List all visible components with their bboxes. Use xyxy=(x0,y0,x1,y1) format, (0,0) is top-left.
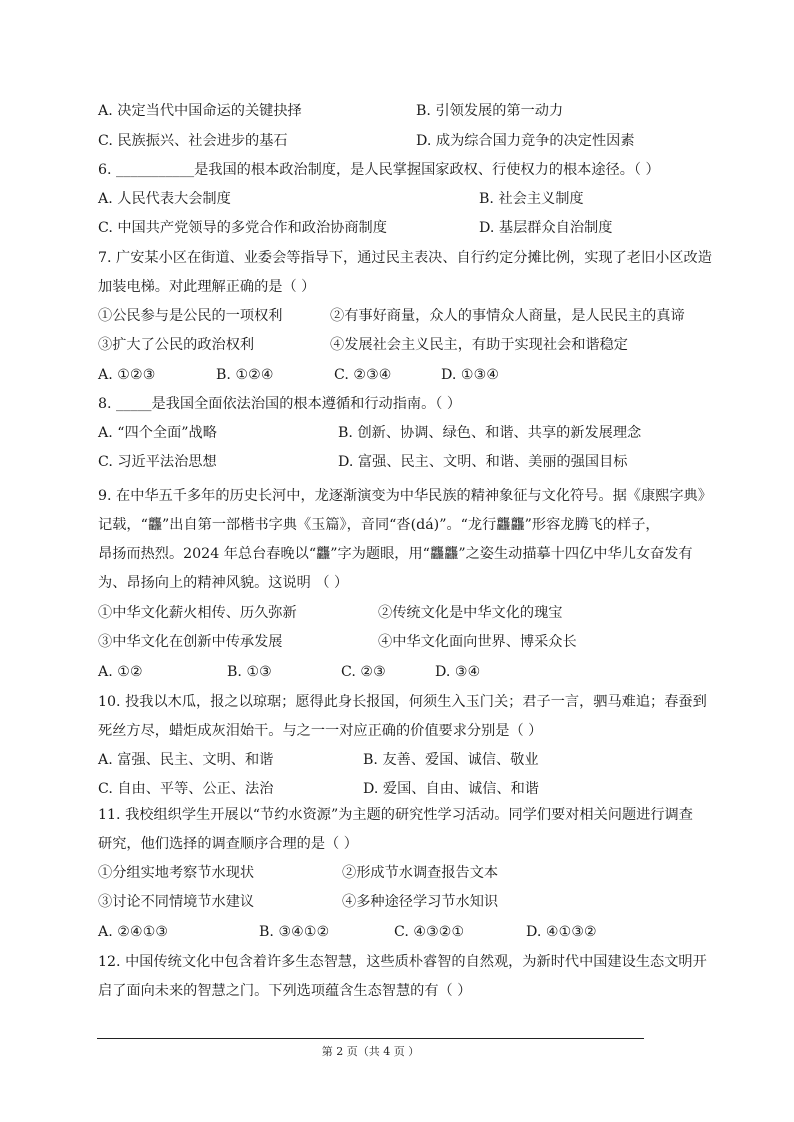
q9-stem-line-4: 为、昂扬向上的精神风貌。这说明 （ ） xyxy=(98,575,349,591)
page-number: 第 2 页（共 4 页 ） xyxy=(321,1045,420,1058)
q11-stem-line-1: 11. 我校组织学生开展以“节约水资源”为主题的研究性学习活动。同学们要对相关问题进行调查 xyxy=(98,807,693,823)
q10-stem-line-2: 死丝方尽，蜡炬成灰泪始干。与之一一对应正确的价值要求分别是（ ） xyxy=(98,723,543,739)
q11-stem-line-2: 研究，他们选择的调查顺序合理的是（ ） xyxy=(98,836,358,852)
q11-option-b: B. ③④①② xyxy=(259,924,330,940)
q5-option-c: C. 民族振兴、社会进步的基石 xyxy=(98,133,288,149)
q10-option-b: B. 友善、爱国、诚信、敬业 xyxy=(363,752,539,768)
q7-option-a: A. ①②③ xyxy=(98,367,156,383)
q7-statement-4: ④发展社会主义民主，有助于实现社会和谐稳定 xyxy=(330,337,628,353)
q7-statement-1: ①公民参与是公民的一项权利 xyxy=(98,308,283,324)
q10-option-c: C. 自由、平等、公正、法治 xyxy=(98,781,274,797)
q12-stem-line-2: 启了面向未来的智慧之门。下列选项蕴含生态智慧的有（ ） xyxy=(98,983,472,999)
q9-option-c: C. ②③ xyxy=(341,664,386,680)
q8-option-d: D. 富强、民主、文明、和谐、美丽的强国目标 xyxy=(338,454,628,470)
q9-stem-line-2: 记载，“龘”出自第一部楷书字典《玉篇》，音同“沓(dá)”。“龙行龘龘”形容龙腾飞的样子， xyxy=(98,517,660,533)
q11-option-c: C. ④③②① xyxy=(394,924,465,940)
q8-stem: 8. _____是我国全面依法治国的根本遵循和行动指南。（ ） xyxy=(98,396,462,412)
q5-option-b: B. 引领发展的第一动力 xyxy=(416,103,564,119)
q6-option-d: D. 基层群众自治制度 xyxy=(479,220,613,236)
q11-statement-4: ④多种途径学习节水知识 xyxy=(342,894,499,910)
q7-statement-2: ②有事好商量，众人的事情众人商量，是人民民主的真谛 xyxy=(330,308,685,324)
q7-stem-line-1: 7. 广安某小区在街道、业委会等指导下，通过民主表决、自行约定分摊比例，实现了老旧小区改造 xyxy=(98,250,712,266)
q9-statement-4: ④中华文化面向世界、博采众长 xyxy=(378,634,577,650)
q9-option-b: B. ①③ xyxy=(227,664,272,680)
q6-option-a: A. 人民代表大会制度 xyxy=(98,191,231,207)
q11-option-d: D. ④①③② xyxy=(526,924,597,940)
q11-statement-1: ①分组实地考察节水现状 xyxy=(98,865,255,881)
q6-option-b: B. 社会主义制度 xyxy=(479,191,584,207)
q9-statement-1: ①中华文化薪火相传、历久弥新 xyxy=(98,605,297,621)
q11-statement-3: ③讨论不同情境节水建议 xyxy=(98,894,255,910)
q10-option-a: A. 富强、民主、文明、和谐 xyxy=(98,752,274,768)
q10-stem-line-1: 10. 投我以木瓜，报之以琼琚；愿得此身长报国，何须生入玉门关；君子一言，驷马难追；春蚕到 xyxy=(98,694,707,710)
q5-option-d: D. 成为综合国力竞争的决定性因素 xyxy=(416,133,635,149)
q11-statement-2: ②形成节水调查报告文本 xyxy=(342,865,499,881)
q7-statement-3: ③扩大了公民的政治权利 xyxy=(98,337,255,353)
q9-stem-line-1: 9. 在中华五千多年的历史长河中，龙逐渐演变为中华民族的精神象征与文化符号。据《康熙字典》 xyxy=(98,488,712,504)
q6-option-c: C. 中国共产党领导的多党合作和政治协商制度 xyxy=(98,220,387,236)
q9-statement-2: ②传统文化是中华文化的瑰宝 xyxy=(378,605,563,621)
q8-option-a: A. “四个全面”战略 xyxy=(98,425,217,441)
q7-option-b: B. ①②④ xyxy=(216,367,274,383)
q7-option-d: D. ①③④ xyxy=(441,367,500,383)
q7-stem-line-2: 加装电梯。对此理解正确的是（ ） xyxy=(98,279,316,295)
q9-option-a: A. ①② xyxy=(98,664,143,680)
q9-option-d: D. ③④ xyxy=(435,664,481,680)
q5-option-a: A. 决定当代中国命运的关键抉择 xyxy=(98,103,302,119)
q6-stem: 6. ___________是我国的根本政治制度，是人民掌握国家政权、行使权力的根本途径。（ ） xyxy=(98,162,660,178)
q12-stem-line-1: 12. 中国传统文化中包含着许多生态智慧，这些质朴睿智的自然观，为新时代中国建设生态文明开 xyxy=(98,954,707,970)
q8-option-b: B. 创新、协调、绿色、和谐、共享的新发展理念 xyxy=(338,425,642,441)
q7-option-c: C. ②③④ xyxy=(334,367,392,383)
q10-option-d: D. 爱国、自由、诚信、和谐 xyxy=(363,781,539,797)
q9-stem-line-3: 昂扬而热烈。2024 年总台春晚以“龘”字为题眼，用“龘龘”之姿生动描摹十四亿中华儿女奋发有 xyxy=(98,546,693,562)
footer-divider xyxy=(97,1038,644,1039)
q8-option-c: C. 习近平法治思想 xyxy=(98,454,217,470)
q9-statement-3: ③中华文化在创新中传承发展 xyxy=(98,634,283,650)
q11-option-a: A. ②④①③ xyxy=(98,924,169,940)
